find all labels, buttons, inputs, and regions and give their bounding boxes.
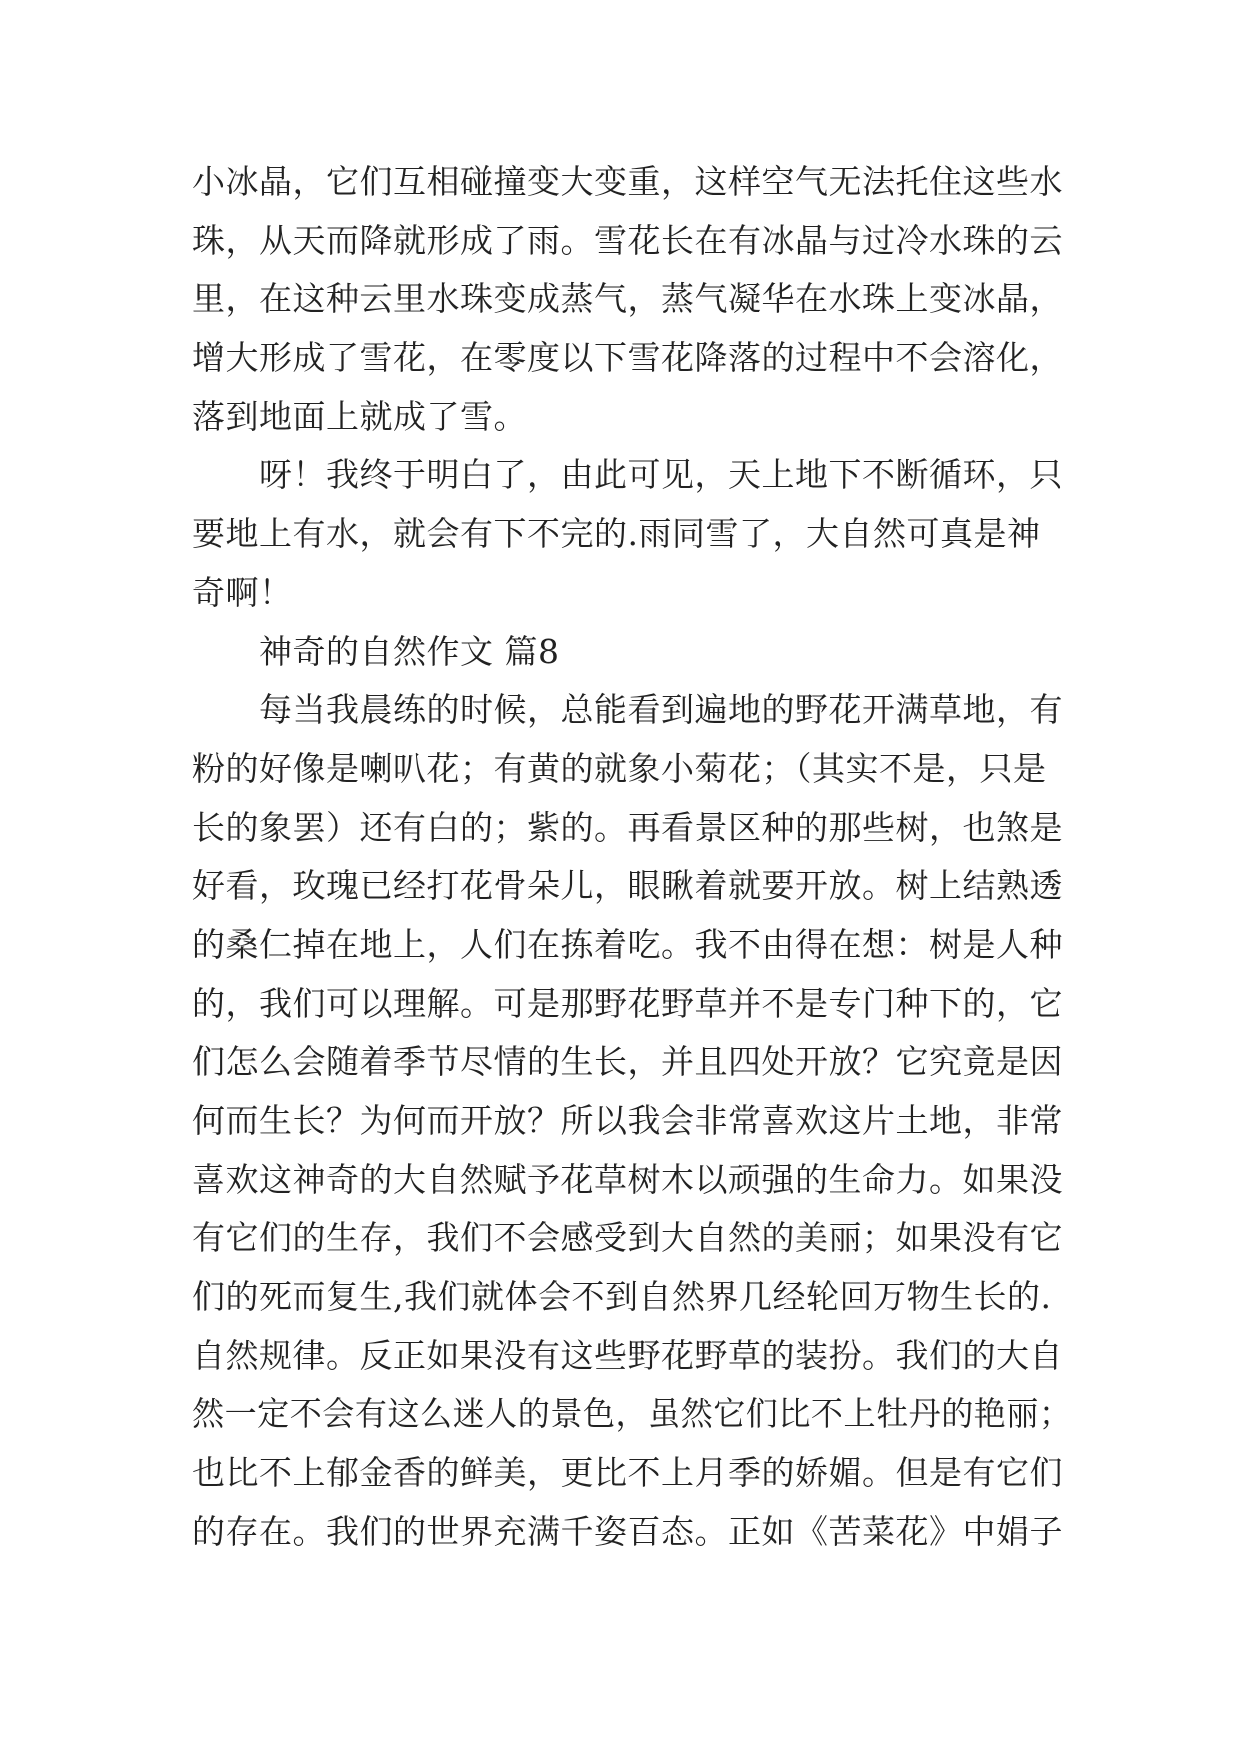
text-line: 呀！我终于明白了，由此可见，天上地下不断循环，只 (192, 455, 1063, 495)
text-line: 的桑仁掉在地上，人们在拣着吃。我不由得在想：树是人种 (192, 924, 1063, 964)
text-line: 里，在这种云里水珠变成蒸气，蒸气凝华在水珠上变冰晶， (192, 279, 1063, 319)
text-line: 何而生长？为何而开放？所以我会非常喜欢这片土地，非常 (192, 1101, 1063, 1140)
text-line: 粉的好像是喇叭花；有黄的就象小菊花；（其实不是，只是 (192, 748, 1047, 788)
text-line: 好看，玫瑰已经打花骨朵儿，眼瞅着就要开放。树上结熟透 (192, 866, 1063, 906)
text-line: 也比不上郁金香的鲜美，更比不上月季的娇媚。但是有它们 (192, 1453, 1063, 1493)
text-line: 自然规律。反正如果没有这些野花野草的装扮。我们的大自 (192, 1335, 1063, 1375)
text-line: 的，我们可以理解。可是那野花野草并不是专门种下的，它 (192, 983, 1063, 1023)
text-line: 的存在。我们的世界充满千姿百态。正如《苦菜花》中娟子 (192, 1511, 1063, 1551)
text-line: 然一定不会有这么迷人的景色，虽然它们比不上牡丹的艳丽； (192, 1394, 1072, 1434)
text-line: 要地上有水，就会有下不完的.雨同雪了，大自然可真是神 (192, 514, 1041, 554)
text-line: 每当我晨练的时候，总能看到遍地的野花开满草地，有 (192, 690, 1063, 730)
section-heading: 神奇的自然作文 篇8 (192, 631, 560, 671)
text-line: 增大形成了雪花，在零度以下雪花降落的过程中不会溶化， (192, 338, 1063, 378)
text-line: 长的象罢）还有白的；紫的。再看景区种的那些树，也煞是 (192, 807, 1063, 847)
text-line: 落到地面上就成了雪。 (192, 396, 527, 436)
text-line: 喜欢这神奇的大自然赋予花草树木以顽强的生命力。如果没 (192, 1159, 1063, 1199)
text-line: 小冰晶，它们互相碰撞变大变重，这样空气无法托住这些水 (192, 162, 1063, 201)
document-body (192, 153, 1072, 1562)
text-line: 们的死而复生,我们就体会不到自然界几经轮回万物生长的. (192, 1277, 1052, 1317)
text-line: 奇啊！ (192, 572, 293, 612)
text-line: 们怎么会随着季节尽情的生长，并且四处开放？它究竟是因 (192, 1042, 1063, 1082)
text-line: 珠，从天而降就形成了雨。雪花长在有冰晶与过冷水珠的云 (192, 220, 1063, 260)
text-line: 有它们的生存，我们不会感受到大自然的美丽；如果没有它 (192, 1218, 1063, 1258)
